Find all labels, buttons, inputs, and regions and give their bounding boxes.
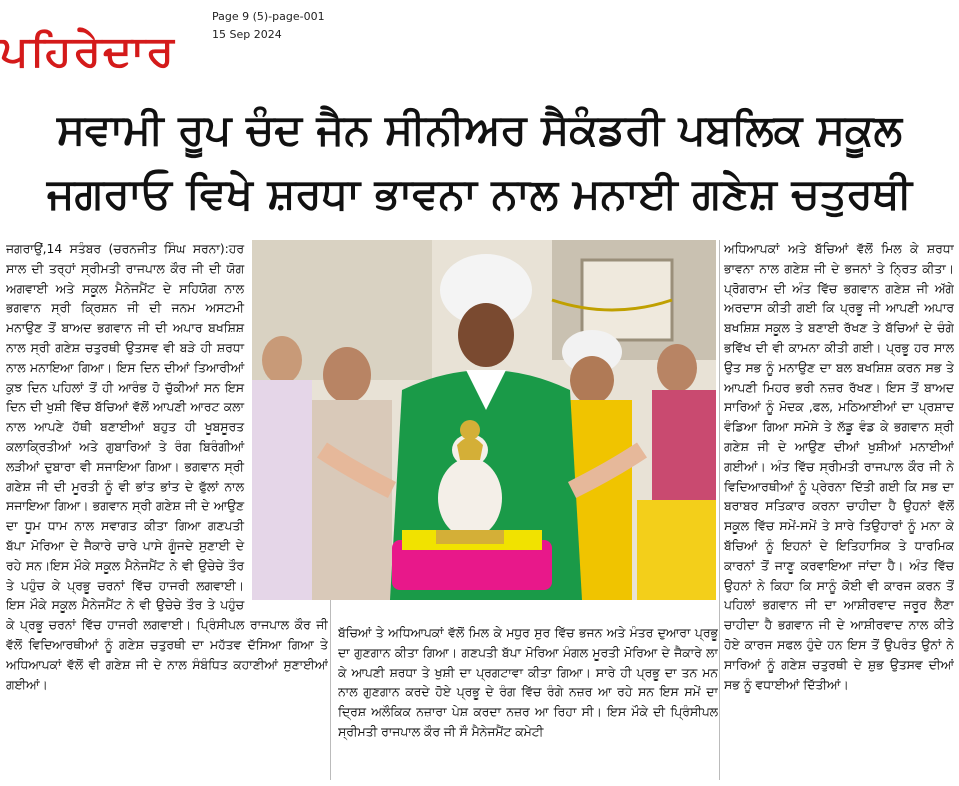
article-column-2 — [338, 624, 718, 780]
page-label: Page 9 (5)-page-001 — [212, 10, 325, 23]
page-meta — [212, 8, 325, 44]
event-photo-illustration — [252, 240, 716, 600]
article-column-2-text: ਬੱਚਿਆਂ ਤੇ ਅਧਿਆਪਕਾਂ ਵੱਲੋਂ ਮਿਲ ਕੇ ਮਧੁਰ ਸੁਰ ਵਿੱਚ ਭਜਨ ਅਤੇ ਮੰਤਰ ਦੁਆਰਾ ਪ੍ਰਭੂ ਦਾ ਗੁਣਗਾਨ ਕੀਤਾ ਗਿਆ। ਗਣਪਤੀ ਬੱਪਾ ਮੋਰਿਆ ਮੰਗਲ ਮੂਰਤੀ ਮੋਰਿਆ ਦੇ ਜੈਕਾਰੇ ਲਾ ਕੇ ਆਪਣੀ ਸ਼ਰਧਾ ਤੇ ਖੁਸ਼ੀ ਦਾ ਪ੍ਰਗਟਾਵਾ ਕੀਤਾ ਗਿਆ। ਸਾਰੇ ਹੀ ਪ੍ਰਭੂ ਦਾ ਤਨ ਮਨ ਨਾਲ ਗੁਣਗਾਨ ਕਰਦੇ ਹੋਏ ਪ੍ਰਭੂ ਦੇ ਰੰਗ ਵਿੱਚ ਰੰਗੇ ਨਜ਼ਰ ਆ ਰਹੇ ਸਨ ਇਸ ਸਮੇਂ ਦਾ ਦ੍ਰਿਸ਼ ਅਲੌਕਿਕ ਨਜ਼ਾਰਾ ਪੇਸ਼ ਕਰਦਾ ਨਜ਼ਰ ਆ ਰਿਹਾ ਸੀ। ਇਸ ਮੌਕੇ ਦੀ ਪ੍ਰਿੰਸੀਪਲ ਸ੍ਰੀਮਤੀ ਰਾਜਪਾਲ ਕੌਰ ਜੀ ਸੌ ਮੈਨੇਜਮੈਂਟ ਕਮੇਟੀ — [338, 626, 718, 739]
column-divider — [330, 600, 331, 780]
masthead-logo: ਪਹਿਰੇਦਾਰ — [0, 27, 176, 76]
article-column-3-text: ਅਧਿਆਪਕਾਂ ਅਤੇ ਬੱਚਿਆਂ ਵੱਲੋਂ ਮਿਲ ਕੇ ਸ਼ਰਧਾ ਭਾਵਨਾ ਨਾਲ ਗਣੇਸ਼ ਜੀ ਦੇ ਭਜਨਾਂ ਤੇ ਨ੍ਰਿਤ ਕੀਤਾ। ਪ੍ਰੋਗਰਾਮ ਦੀ ਅੰਤ ਵਿੱਚ ਭਗਵਾਨ ਗਣੇਸ਼ ਜੀ ਅੱਗੇ ਅਰਦਾਸ ਕੀਤੀ ਗਈ ਕਿ ਪ੍ਰਭੂ ਜੀ ਆਪਣੀ ਅਪਾਰ ਬਖਸ਼ਿਸ਼ ਸਕੂਲ ਤੇ ਬਣਾਈ ਰੱਖਣ ਤੇ ਬੱਚਿਆਂ ਦੇ ਚੰਗੇ ਭਵਿੱਖ ਦੀ ਵੀ ਕਾਮਨਾ ਕੀਤੀ ਗਈ। ਪ੍ਰਭੂ ਹਰ ਸਾਲ ਉਤ ਸਭ ਨੂੰ ਮਨਾਉਣ ਦਾ ਬਲ ਬਖਸ਼ਿਸ਼ ਕਰਨ ਸਭ ਤੇ ਆਪਣੀ ਮਿਹਰ ਭਰੀ ਨਜ਼ਰ ਰੱਖਣ। ਇਸ ਤੋਂ ਬਾਅਦ ਸਾਰਿਆਂ ਨੂੰ ਮੋਦਕ ,ਫਲ, ਮਠਿਆਈਆਂ ਦਾ ਪ੍ਰਸ਼ਾਦ ਵੰਡਿਆ ਗਿਆ ਸਮੋਸੇ ਤੇ ਲੱਡੂ ਵੰਡ ਕੇ ਭਗਵਾਨ ਸ਼੍ਰੀ ਗਣੇਸ਼ ਜੀ ਦੇ ਆਉਣ ਦੀਆਂ ਖੁਸ਼ੀਆਂ ਮਨਾਈਆਂ ਗਈਆਂ। ਅੰਤ ਵਿੱਚ ਸ੍ਰੀਮਤੀ ਰਾਜਪਾਲ ਕੌਰ ਜੀ ਨੇ ਵਿਦਿਆਰਥੀਆਂ ਨੂੰ ਪ੍ਰੇਰਨਾ ਦਿੱਤੀ ਗਈ ਕਿ ਸਭ ਦਾ ਬਰਾਬਰ ਸਤਿਕਾਰ ਕਰਨਾ ਚਾਹੀਦਾ ਹੈ ਉਹਨਾਂ ਵੱਲੋਂ ਸਕੂਲ ਵਿੱਚ ਸਮੇਂ-ਸਮੇਂ ਤੇ ਸਾਰੇ ਤਿਉਹਾਰਾਂ ਨੂੰ ਮਨਾ ਕੇ ਬੱਚਿਆਂ ਨੂੰ ਇਹਨਾਂ ਦੇ ਇਤਿਹਾਸਿਕ ਤੇ ਧਾਰਮਿਕ ਕਾਰਨਾਂ ਤੋਂ ਜਾਣੂ ਕਰਵਾਇਆ ਜਾਂਦਾ ਹੈ। ਅੰਤ ਵਿੱਚ ਉਹਨਾਂ ਨੇ ਕਿਹਾ ਕਿ ਸਾਨੂੰ ਕੋਈ ਵੀ ਕਾਰਜ ਕਰਨ ਤੋਂ ਪਹਿਲਾਂ ਭਗਵਾਨ ਜੀ ਦਾ ਆਸ਼ੀਰਵਾਦ ਜਰੂਰ ਲੈਣਾ ਚਾਹੀਦਾ ਹੈ ਭਗਵਾਨ ਜੀ ਦੇ ਆਸ਼ੀਰਵਾਦ ਨਾਲ ਕੀਤੇ ਹੋਏ ਕਾਰਜ ਸਫਲ ਹੁੰਦੇ ਹਨ ਇਸ ਤੋਂ ਉਪਰੰਤ ਉਨਾਂ ਨੇ ਸਾਰਿਆਂ ਨੂੰ ਗਣੇਸ਼ ਚਤੁਰਥੀ ਦੇ ਸ਼ੁਭ ਉਤਸਵ ਦੀਆਂ ਸਭ ਨੂੰ ਵਧਾਈਆਂ ਦਿੱਤੀਆਂ। — [724, 242, 954, 692]
article-column-1-text: ਜਗਰਾਉਂ,14 ਸਤੰਬਰ (ਚਰਨਜੀਤ ਸਿੰਘ ਸਰਨਾ):ਹਰ ਸਾਲ ਦੀ ਤਰ੍ਹਾਂ ਸ੍ਰੀਮਤੀ ਰਾਜਪਾਲ ਕੌਰ ਜੀ ਦੀ ਯੋਗ ਅਗਵਾਈ ਅਤੇ ਸਕੂਲ ਮੈਨੇਜਮੈਂਟ ਦੇ ਸਹਿਯੋਗ ਨਾਲ ਭਗਵਾਨ ਸ੍ਰੀ ਕ੍ਰਿਸ਼ਨ ਜੀ ਦੀ ਜਨਮ ਅਸਟਮੀ ਮਨਾਉਣ ਤੋਂ ਬਾਅਦ ਭਗਵਾਨ ਜੀ ਦੀ ਅਪਾਰ ਬਖਸ਼ਿਸ਼ ਨਾਲ ਸ੍ਰੀ ਗਣੇਸ਼ ਚਤੁਰਥੀ ਉਤਸਵ ਵੀ ਬੜੇ ਹੀ ਸ਼ਰਧਾ ਨਾਲ ਮਨਾਇਆ ਗਿਆ। ਇਸ ਦਿਨ ਦੀਆਂ ਤਿਆਰੀਆਂ ਕੁਝ ਦਿਨ ਪਹਿਲਾਂ ਤੋਂ ਹੀ ਆਰੰਭ ਹੋ ਚੁੱਕੀਆਂ ਸਨ ਇਸ ਦਿਨ ਦੀ ਖੁਸ਼ੀ ਵਿੱਚ ਬੱਚਿਆਂ ਵੱਲੋਂ ਆਪਣੀ ਆਰਟ ਕਲਾ ਨਾਲ ਆਪਣੇ ਹੱਥੀ ਬਣਾਈਆਂ ਬਹੁਤ ਹੀ ਖੂਬਸੂਰਤ ਕਲਾਕ੍ਰਿਤੀਆਂ ਅਤੇ ਗੁਬਾਰਿਆਂ ਤੇ ਰੰਗ ਬਿਰੰਗੀਆਂ ਲੜੀਆਂ ਦੁਬਾਰਾ ਵੀ ਸਜਾਇਆ ਗਿਆ। ਭਗਵਾਨ ਸ੍ਰੀ ਗਣੇਸ਼ ਜੀ ਦੀ ਮੂਰਤੀ ਨੂੰ ਵੀ ਭਾਂਤ ਭਾਂਤ ਦੇ ਫੁੱਲਾਂ ਨਾਲ ਸਜਾਇਆ ਗਿਆ। ਭਗਵਾਨ ਸ੍ਰੀ ਗਣੇਸ਼ ਜੀ ਦੇ ਆਉਣ ਦਾ ਧੂਮ ਧਾਮ ਨਾਲ ਸਵਾਗਤ ਕੀਤਾ ਗਿਆ ਗਣਪਤੀ ਬੱਪਾ ਮੋਰਿਆ ਦੇ ਜੈਕਾਰੇ ਚਾਰੇ ਪਾਸੇ ਗੂੰਜਦੇ ਸੁਣਾਈ ਦੇ ਰਹੇ ਸਨ।ਇਸ ਮੌਕੇ ਸਕੂਲ ਮੈਨੇਜਮੈਂਟ ਨੇ ਵੀ ਉਚੇਚੇ ਤੌਰ ਤੇ ਪਹੁੰਚ ਕੇ ਪ੍ਰਭੂ ਚਰਨਾਂ ਵਿੱਚ ਹਾਜਰੀ ਲਗਵਾਈ। ਇਸ ਮੌਕੇ ਸਕੂਲ ਮੈਨੇਜਮੈਂਟ ਨੇ ਵੀ ਉਚੇਚੇ ਤੌਰ ਤੇ ਪਹੁੰਚ ਕੇ ਪ੍ਰਭੂ ਚਰਨਾਂ ਵਿੱਚ ਹਾਜਰੀ ਲਗਵਾਈ। ਪ੍ਰਿੰਸੀਪਲ ਰਾਜਪਾਲ ਕੌਰ ਜੀ ਵੱਲੋਂ ਵਿਦਿਆਰਥੀਆਂ ਨੂੰ ਗਣੇਸ਼ ਚਤੁਰਥੀ ਦਾ ਮਹੱਤਵ ਦੱਸਿਆ ਗਿਆ ਤੇ ਅਧਿਆਪਕਾਂ ਵੱਲੋਂ ਵੀ ਗਣੇਸ਼ ਜੀ ਦੇ ਨਾਲ ਸੰਬੰਧਿਤ ਕਹਾਣੀਆਂ ਸੁਣਾਈਆਂ ਗਈਆਂ। — [6, 242, 328, 692]
page-date: 15 Sep 2024 — [212, 28, 282, 41]
event-photo — [252, 240, 716, 600]
column-divider — [719, 240, 720, 780]
article-column-3 — [724, 240, 954, 780]
headline-line-1: ਸਵਾਮੀ ਰੂਪ ਚੰਦ ਜੈਨ ਸੀਨੀਅਰ ਸੈਕੰਡਰੀ ਪਬਲਿਕ ਸਕੂਲ — [57, 105, 902, 154]
headline-line-2: ਜਗਰਾਓ ਵਿਖੇ ਸ਼ਰਧਾ ਭਾਵਨਾ ਨਾਲ ਮਨਾਈ ਗਣੇਸ਼ ਚਤੁਰਥੀ — [47, 169, 912, 218]
